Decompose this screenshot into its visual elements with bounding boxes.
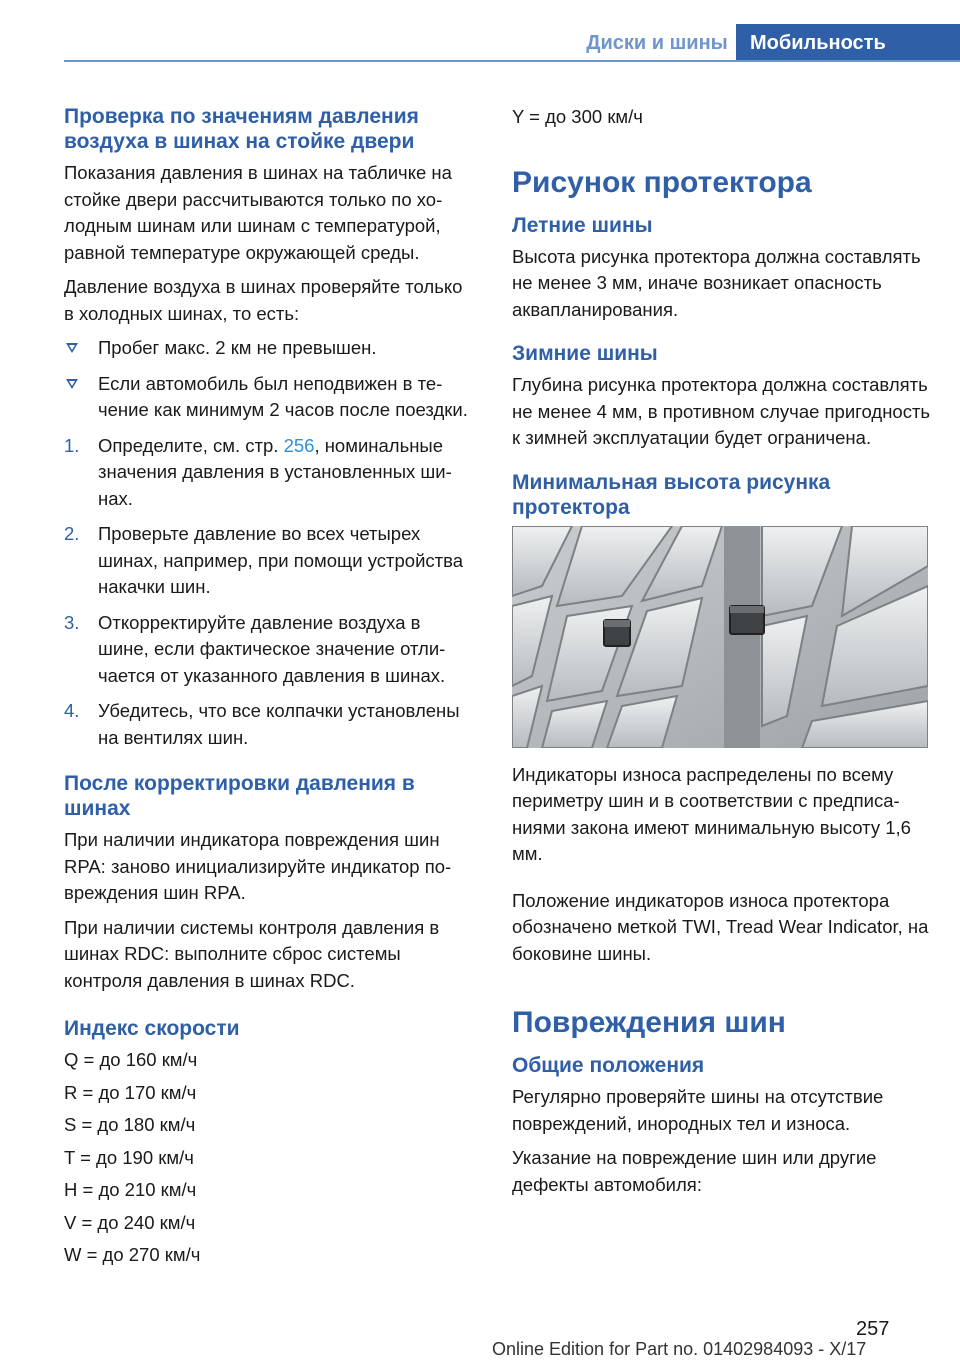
paragraph-rpa: При наличии индикатора повреждения шин RPA: заново инициализируйте индикатор повреждения шин RPA. <box>64 829 452 903</box>
heading-tread: Рисунок протектора <box>512 165 812 199</box>
heading-check-door-pillar: Проверка по значениям давления воздуха в шинах на стойке двери <box>64 105 419 153</box>
heading-tire-damage: Повреждения шин <box>512 1006 786 1039</box>
speed-index-item: R = до 170 км/ч <box>64 1081 197 1103</box>
step-number: 3. <box>64 611 80 633</box>
heading-general: Общие положения <box>512 1054 705 1077</box>
step-text: Откорректируйте давление воздуха в шине, если фактическое значение отличается от указанного давления в шинах. <box>98 611 446 686</box>
paragraph-rdc: При наличии системы контроля давления в шинах RDC: выполните сброс системы контроля давления в шинах RDC. <box>64 916 440 991</box>
list-item-text: Если автомобиль был неподвижен в течение как минимум 2 часов после поездки. <box>98 372 468 420</box>
heading-after-correction: После корректировки давления в шинах <box>64 772 415 820</box>
paragraph-winter: Глубина рисунка протектора должна составлять не менее 4 мм, в противном случае пригодность к зимней эксплуатации будет ограничена. <box>512 374 931 448</box>
page-number: 257 <box>856 1318 890 1340</box>
heading-summer-tires: Летние шины <box>512 213 653 237</box>
step-item <box>64 521 474 601</box>
speed-index-item: H = до 210 км/ч <box>64 1179 197 1200</box>
step-item <box>64 610 474 690</box>
step-text: Определите, см. стр. <box>98 434 284 456</box>
step-item <box>64 698 474 751</box>
page-link[interactable]: 256 <box>283 434 315 456</box>
paragraph-damage-hint: Указание на повреждение шин или другие дефекты автомобиля: <box>512 1147 877 1195</box>
heading-speed-index: Индекс скорости <box>64 1017 240 1040</box>
step-number: 1. <box>64 434 80 456</box>
speed-index-item: V = до 240 км/ч <box>64 1211 196 1233</box>
chapter-tab: Мобильность <box>736 24 960 62</box>
list-item-text: Пробег макс. 2 км не превышен. <box>98 337 377 358</box>
triangle-bullet-icon <box>66 343 78 353</box>
speed-index-item: S = до 180 км/ч <box>64 1114 196 1135</box>
section-tab: Диски и шины <box>586 32 728 54</box>
header-divider <box>64 60 960 62</box>
left-column <box>64 104 474 1275</box>
triangle-bullet-icon <box>66 379 78 389</box>
step-item <box>64 433 474 513</box>
speed-index-item: Y = до 300 км/ч <box>512 106 643 127</box>
paragraph-regular-check: Регулярно проверяйте шины на отсутствие повреждений, инородных тел и износа. <box>512 1086 884 1134</box>
tread-wear-indicator-image <box>512 526 928 748</box>
right-column <box>512 104 932 1206</box>
step-text: Проверьте давление во всех четырех шинах, например, при помощи устройства накачки шин. <box>98 523 464 597</box>
step-number: 4. <box>64 700 80 721</box>
step-text: , номинальные значения давления в установленных шинах. <box>98 434 452 509</box>
edition-footer: Online Edition for Part no. 01402984093 - X/17 <box>492 1339 867 1359</box>
heading-min-tread: Минимальная высота рисунка протектора <box>512 470 831 519</box>
list-item <box>64 371 474 424</box>
speed-index-list <box>64 1047 474 1269</box>
speed-index-item: Q = до 160 км/ч <box>64 1049 198 1070</box>
step-text: Убедитесь, что все колпачки установлены на вентилях шин. <box>98 700 460 748</box>
steps-list <box>64 433 474 752</box>
condition-list <box>64 335 474 424</box>
paragraph-summer: Высота рисунка протектора должна составлять не менее 3 мм, иначе возникает опасность аквапланирования. <box>512 245 921 320</box>
speed-index-item: W = до 270 км/ч <box>64 1244 201 1265</box>
speed-index-item: T = до 190 км/ч <box>64 1146 194 1168</box>
paragraph-indicators: Индикаторы износа распределены по всему периметру шин и в соответствии с предписаниями закона имеют минимальную высоту 1,6 мм. <box>512 763 911 864</box>
step-number: 2. <box>64 523 80 544</box>
paragraph-cold-tires: Давление воздуха в шинах проверяйте только в холодных шинах, то есть: <box>64 276 463 324</box>
paragraph-twi: Положение индикаторов износа протектора обозначено меткой TWI, Tread Wear Indicator, на боковине шины. <box>512 889 929 964</box>
paragraph-door-pillar: Показания давления в шинах на табличке на стойке двери рассчитываются только по холодным шинам или шинам с температурой, равной температуре окружающей среды. <box>64 162 452 263</box>
list-item <box>64 335 474 362</box>
heading-winter-tires: Зимние шины <box>512 342 658 365</box>
